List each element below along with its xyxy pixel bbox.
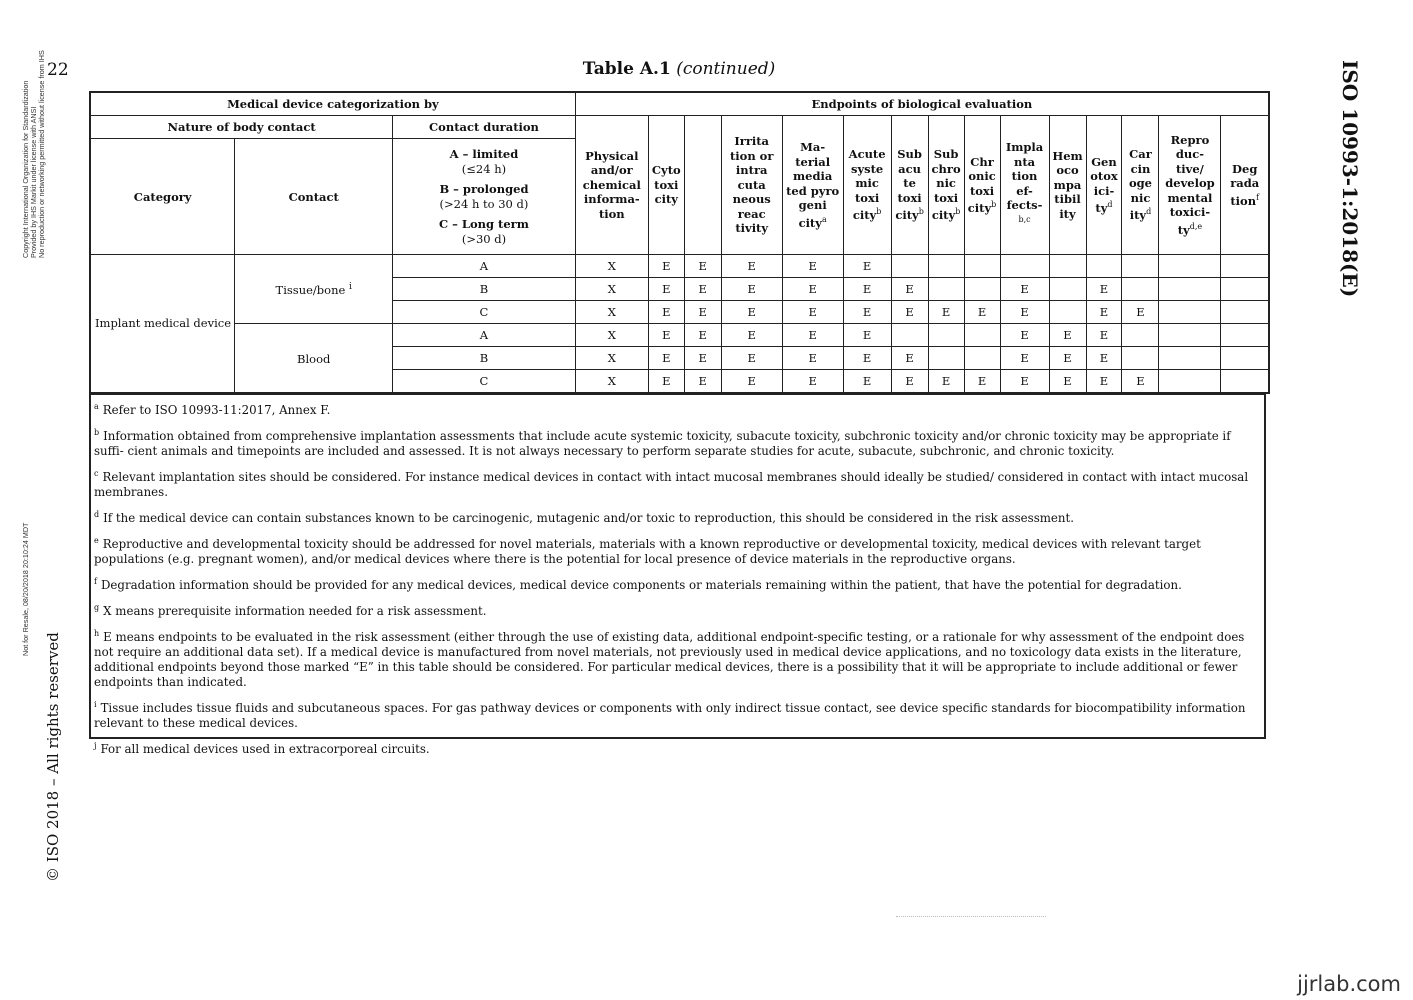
endpoint-col-2 (684, 116, 721, 255)
endpoint-cell: E (684, 301, 721, 324)
endpoint-col-6: Sub acu te toxi city$^b$ (891, 116, 928, 255)
duration-cell: A (393, 324, 576, 347)
endpoint-cell (1221, 347, 1269, 370)
endpoint-cell (1122, 255, 1159, 278)
endpoint-cell: E (964, 301, 1000, 324)
endpoint-cell: E (648, 347, 684, 370)
endpoint-cell: X (575, 255, 648, 278)
endpoint-cell: E (1000, 278, 1049, 301)
iso-copyright: © ISO 2018 – All rights reserved (44, 632, 62, 882)
endpoint-cell: E (648, 255, 684, 278)
endpoint-cell: E (648, 301, 684, 324)
resale-notice: Not for Resale, 08/20/2018 20:10:24 MDT (21, 522, 30, 656)
endpoint-cell: E (648, 324, 684, 347)
endpoint-cell (1159, 370, 1221, 394)
duration-cell: C (393, 301, 576, 324)
endpoint-cell (1122, 278, 1159, 301)
header-contact: Contact (235, 139, 393, 255)
endpoint-col-11: Gen otox ici- $ty^d$ (1086, 116, 1122, 255)
contact-cell: Blood (235, 324, 393, 394)
endpoint-cell (1086, 255, 1122, 278)
header-categorization: Medical device categorization by (90, 92, 575, 116)
endpoint-cell: E (891, 370, 928, 394)
endpoint-cell: E (782, 301, 843, 324)
footnote-f: $^f$ Degradation information should be provided for any medical devices, medical device components or materials remaining within the patient, that have the potential for degradation. (94, 577, 1182, 592)
endpoint-cell: E (843, 255, 891, 278)
endpoint-cell (891, 324, 928, 347)
endpoint-cell: E (843, 347, 891, 370)
endpoint-cell: X (575, 370, 648, 394)
duration-cell: A (393, 255, 576, 278)
endpoint-cell (1049, 278, 1086, 301)
endpoint-cell: E (843, 278, 891, 301)
endpoint-cell: E (782, 347, 843, 370)
endpoint-cell: E (1122, 301, 1159, 324)
footnote-c: $^c$ Relevant implantation sites should be considered. For instance medical devices in contact with intact mucosal membranes should ideally be studied/ considered in contact with intact mucosal membranes. (94, 469, 1249, 499)
footnote-i: $^i$ Tissue includes tissue fluids and subcutaneous spaces. For gas pathway devices or components with only indirect tissue contact, see device specific standards for biocompatibility information relevant to these medical devices. (94, 700, 1246, 730)
watermark: jjrlab.com (1297, 972, 1401, 996)
endpoint-cell: E (721, 370, 782, 394)
endpoint-col-9: Impla nta tion ef- fects- $^{b,c}$ (1000, 116, 1049, 255)
header-nature: Nature of body contact (90, 116, 393, 139)
endpoint-col-1: Cyto toxi city (648, 116, 684, 255)
endpoint-cell (964, 324, 1000, 347)
endpoint-cell: E (684, 324, 721, 347)
endpoint-col-8: Chr onic toxi city$^b$ (964, 116, 1000, 255)
endpoint-cell: E (684, 347, 721, 370)
category-cell: Implant medical device (90, 255, 235, 394)
endpoint-cell (1221, 301, 1269, 324)
endpoint-cell (1122, 324, 1159, 347)
endpoint-cell: E (684, 278, 721, 301)
endpoint-cell: E (843, 370, 891, 394)
endpoint-cell (964, 347, 1000, 370)
endpoint-col-7: Sub chro nic toxi city$^b$ (928, 116, 964, 255)
endpoint-cell: E (1049, 347, 1086, 370)
endpoint-cell: E (1122, 370, 1159, 394)
endpoint-cell: E (684, 255, 721, 278)
endpoint-cell: E (721, 255, 782, 278)
footnote-d: $^d$ If the medical device can contain substances known to be carcinogenic, mutagenic and/or toxic to reproduction, this should be considered in the risk assessment. (94, 510, 1075, 525)
header-category: Category (90, 139, 235, 255)
footnote-g: $^g$ X means prerequisite information needed for a risk assessment. (94, 603, 487, 618)
endpoint-cell: X (575, 301, 648, 324)
faint-dotted-line (896, 916, 1046, 917)
endpoint-cell (928, 347, 964, 370)
endpoint-cell (964, 255, 1000, 278)
endpoint-cell (1159, 278, 1221, 301)
endpoint-cell (928, 324, 964, 347)
endpoint-cell (1159, 301, 1221, 324)
endpoint-cell: E (782, 370, 843, 394)
copyright-notice (22, 50, 46, 258)
endpoint-cell: E (1000, 370, 1049, 394)
endpoint-cell (1221, 255, 1269, 278)
endpoint-cell (1049, 301, 1086, 324)
endpoint-cell: E (1000, 301, 1049, 324)
footnote-b: $^b$ Information obtained from comprehensive implantation assessments that include acute systemic toxicity, subacute toxicity, subchronic toxicity and/or chronic toxicity may be appropriate if suffi- cient animals and timepoints are included and assessed. It is not always necessary to perform separate studies for acute, subacute, subchronic, and chronic toxicity. (94, 428, 1231, 458)
footnote-e: $^e$ Reproductive and developmental toxicity should be addressed for novel materials, materials with a known reproductive or developmental toxicity, medical devices with relevant target populations (e.g. pregnant women), and/or medical devices where there is the potential for local presence of device materials in the reproductive organs. (94, 536, 1201, 566)
endpoint-col-5: Acute syste mic toxi city$^b$ (843, 116, 891, 255)
endpoint-cell: E (964, 370, 1000, 394)
duration-cell: C (393, 370, 576, 394)
endpoint-cell: E (648, 278, 684, 301)
endpoint-cell (928, 255, 964, 278)
endpoint-cell: E (721, 278, 782, 301)
endpoint-cell: E (891, 301, 928, 324)
endpoint-cell (1221, 324, 1269, 347)
endpoint-cell: E (648, 370, 684, 394)
standard-id: ISO 10993-1:2018(E) (1338, 60, 1362, 298)
endpoint-cell: E (782, 255, 843, 278)
endpoint-col-12: Car cin oge nic ity$^d$ (1122, 116, 1159, 255)
table-title-suffix: (continued) (676, 59, 776, 79)
duration-legend: A – limited (≤24 h) B – prolonged (>24 h to 30 d) C – Long term (>30 d) (393, 139, 576, 255)
footnote-a: $^a$ Refer to ISO 10993-11:2017, Annex F. (94, 402, 331, 417)
endpoint-col-10: Hem oco mpa tibil ity (1049, 116, 1086, 255)
endpoint-cell: E (891, 278, 928, 301)
endpoint-cell (1000, 255, 1049, 278)
endpoint-cell: E (1000, 347, 1049, 370)
endpoint-cell (1221, 370, 1269, 394)
endpoint-cell (928, 278, 964, 301)
page-number: 22 (47, 60, 69, 80)
endpoint-col-3: Irrita tion or intra cuta neous reac tivity (721, 116, 782, 255)
notice-line-2: Provided by IHS Markit under license with ANSI (29, 106, 38, 258)
endpoint-cell: X (575, 278, 648, 301)
endpoint-cell: X (575, 347, 648, 370)
footnote-j: $^j$ For all medical devices used in extracorporeal circuits. (94, 741, 430, 756)
endpoint-cell (1159, 347, 1221, 370)
table-row (90, 324, 1269, 347)
footnotes (89, 394, 1266, 756)
endpoint-cell: E (782, 324, 843, 347)
endpoint-cell: E (782, 278, 843, 301)
endpoint-cell (1122, 347, 1159, 370)
table-title-main: Table A.1 (582, 59, 671, 79)
endpoint-cell (1049, 255, 1086, 278)
endpoint-cell: E (843, 324, 891, 347)
endpoint-cell: E (1049, 370, 1086, 394)
endpoint-cell: E (1000, 324, 1049, 347)
endpoint-cell: E (1086, 347, 1122, 370)
endpoint-cell: E (721, 347, 782, 370)
endpoint-cell (1159, 324, 1221, 347)
endpoint-cell (891, 255, 928, 278)
endpoint-col-0: Physical and/or chemical informa- tion (575, 116, 648, 255)
endpoint-cell: E (1086, 301, 1122, 324)
endpoint-col-13: Repro duc- tive/ develop mental toxici- ty$^{d,e}$ (1159, 116, 1221, 255)
table-title (0, 59, 1358, 79)
endpoint-cell: E (1086, 324, 1122, 347)
endpoint-cell: E (1086, 370, 1122, 394)
endpoint-cell: E (721, 324, 782, 347)
duration-cell: B (393, 347, 576, 370)
duration-cell: B (393, 278, 576, 301)
endpoint-cell: E (1086, 278, 1122, 301)
evaluation-table (89, 91, 1270, 394)
header-duration: Contact duration (393, 116, 576, 139)
endpoint-cell: E (843, 301, 891, 324)
notice-line-3: No reproduction or networking permitted without license from IHS (37, 50, 46, 258)
endpoint-cell: E (891, 347, 928, 370)
endpoint-cell: E (721, 301, 782, 324)
header-endpoints: Endpoints of biological evaluation (575, 92, 1269, 116)
table-row (90, 255, 1269, 278)
contact-cell: Tissue/bone $^i$ (235, 255, 393, 324)
endpoint-cell (1159, 255, 1221, 278)
endpoint-cell: E (1049, 324, 1086, 347)
endpoint-cell (964, 278, 1000, 301)
endpoint-cell: E (928, 370, 964, 394)
endpoint-cell: X (575, 324, 648, 347)
endpoint-col-4: Ma- terial media ted pyro geni city$^a$ (782, 116, 843, 255)
footnote-h: $^h$ E means endpoints to be evaluated in the risk assessment (either through the use of existing data, additional endpoint-specific testing, or a rationale for why assessment of the endpoint does not require an additional data set). If a medical device is manufactured from novel materials, not previously used in medical device applications, and no toxicology data exists in the literature, additional endpoints beyond those marked “E” in this table should be considered. For particular medical devices, there is a possibility that it will be appropriate to include additional or fewer endpoints than indicated. (94, 629, 1245, 689)
notice-line-1: Copyright International Organization for Standardization (21, 80, 30, 258)
endpoint-col-14: Deg rada tion$^f$ (1221, 116, 1269, 255)
endpoint-cell: E (928, 301, 964, 324)
endpoint-cell (1221, 278, 1269, 301)
endpoint-cell: E (684, 370, 721, 394)
